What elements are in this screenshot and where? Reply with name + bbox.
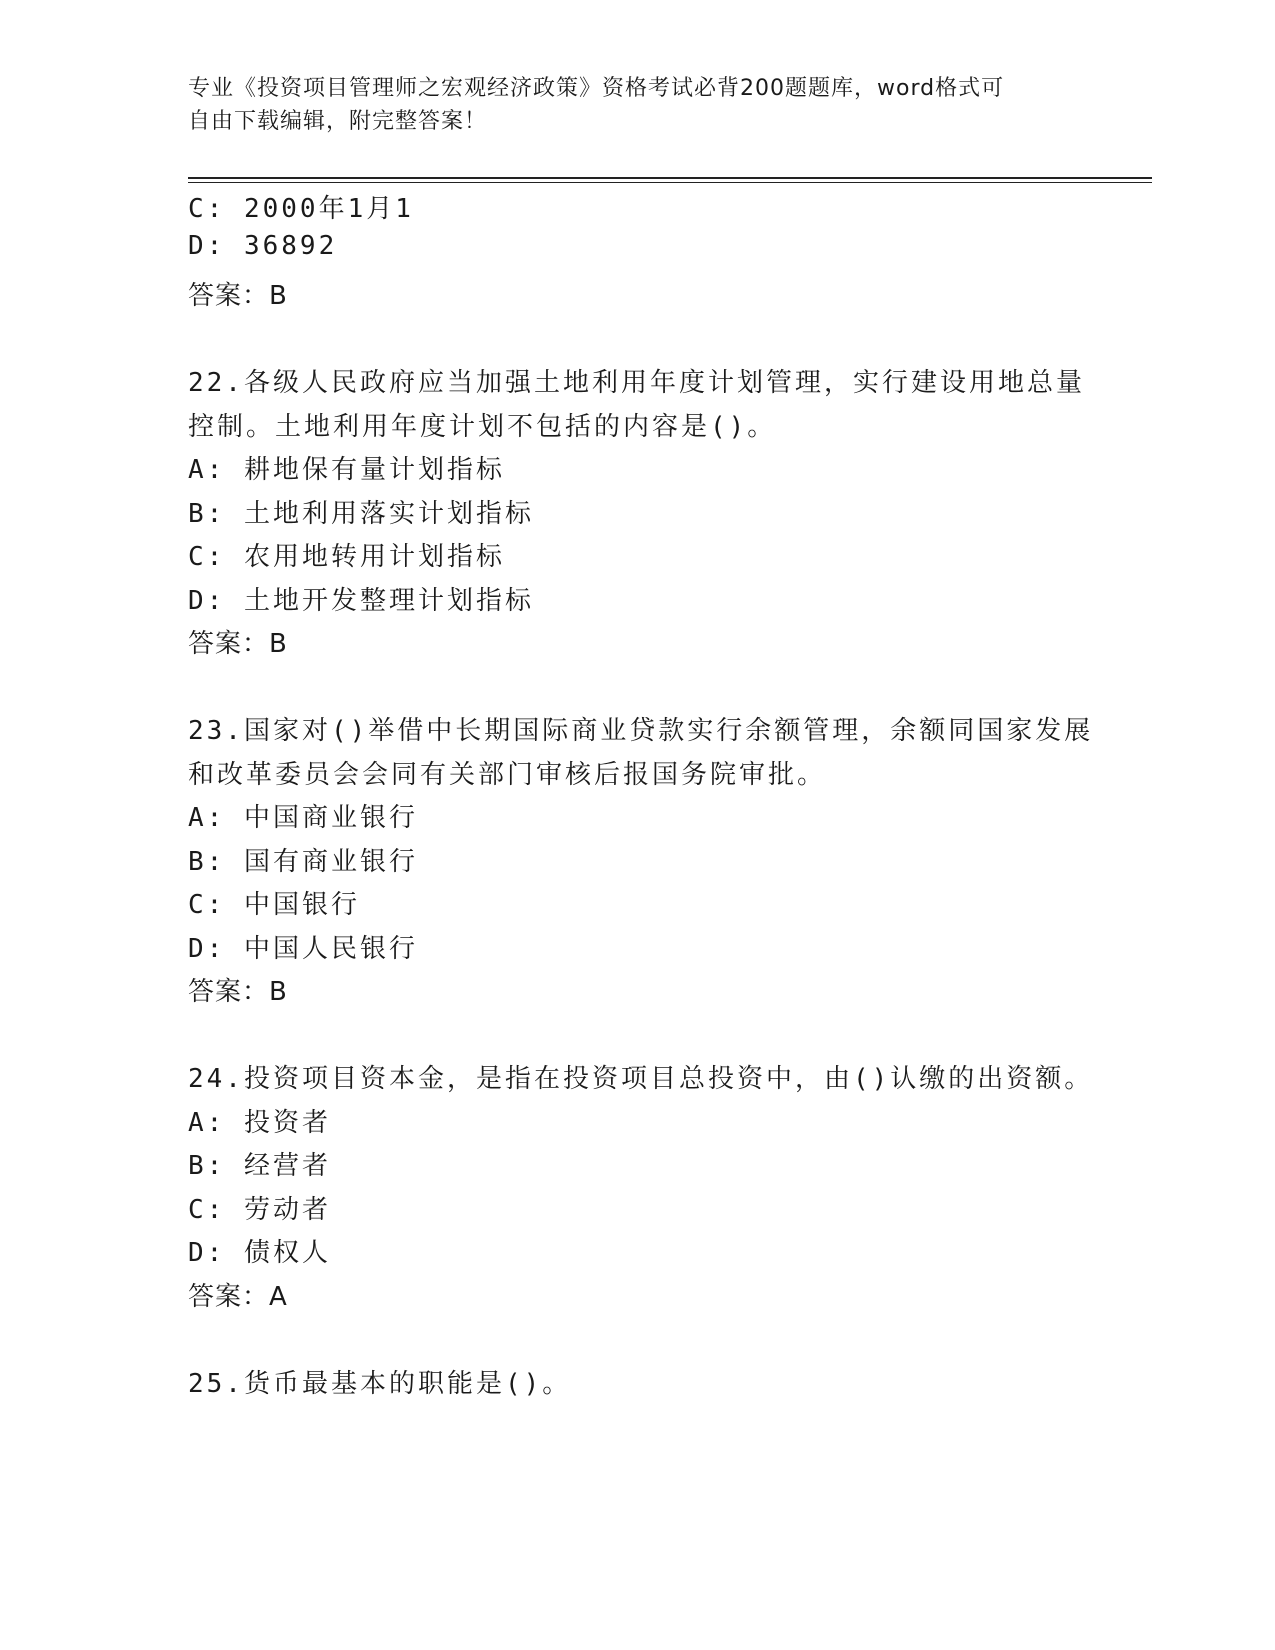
q24-option-a: A: 投资者 [188, 1108, 331, 1138]
q22-option-b: B: 土地利用落实计划指标 [188, 499, 534, 529]
q23-answer: 答案：B [188, 977, 288, 1007]
q22-stem-line-2: 控制。土地利用年度计划不包括的内容是()。 [188, 412, 777, 442]
q23-option-b: B: 国有商业银行 [188, 847, 418, 877]
q23-stem-line-2: 和改革委员会会同有关部门审核后报国务院审批。 [188, 760, 827, 790]
q23-option-d: D: 中国人民银行 [188, 934, 418, 964]
q22-option-c: C: 农用地转用计划指标 [188, 542, 505, 572]
q24-option-b: B: 经营者 [188, 1151, 331, 1181]
q23-option-c: C: 中国银行 [188, 890, 360, 920]
q22-answer: 答案：B [188, 629, 288, 659]
q24-option-c: C: 劳动者 [188, 1195, 331, 1225]
q23-option-a: A: 中国商业银行 [188, 803, 418, 833]
q22-option-d: D: 土地开发整理计划指标 [188, 586, 534, 616]
header-line-1: 专业《投资项目管理师之宏观经济政策》资格考试必背200题题库，word格式可 [188, 76, 1005, 101]
header-line-2: 自由下载编辑，附完整答案！ [188, 109, 488, 134]
prev-option-c: C: 2000年1月1 [188, 194, 414, 224]
document-header [188, 72, 1088, 138]
prev-answer: 答案：B [188, 281, 288, 311]
q24-stem-line-1: 24.投资项目资本金，是指在投资项目总投资中，由()认缴的出资额。 [188, 1064, 1094, 1094]
q22-option-a: A: 耕地保有量计划指标 [188, 455, 505, 485]
q24-answer: 答案：A [188, 1282, 288, 1312]
q24-option-d: D: 债权人 [188, 1238, 331, 1268]
q23-stem-line-1: 23.国家对()举借中长期国际商业贷款实行余额管理，余额同国家发展 [188, 716, 1094, 746]
q25-stem-line-1: 25.货币最基本的职能是()。 [188, 1369, 572, 1399]
q22-stem-line-1: 22.各级人民政府应当加强土地利用年度计划管理，实行建设用地总量 [188, 368, 1085, 398]
header-rule-thick [188, 177, 1152, 179]
prev-option-d: D: 36892 [188, 231, 338, 261]
header-rule-thin [188, 182, 1152, 183]
